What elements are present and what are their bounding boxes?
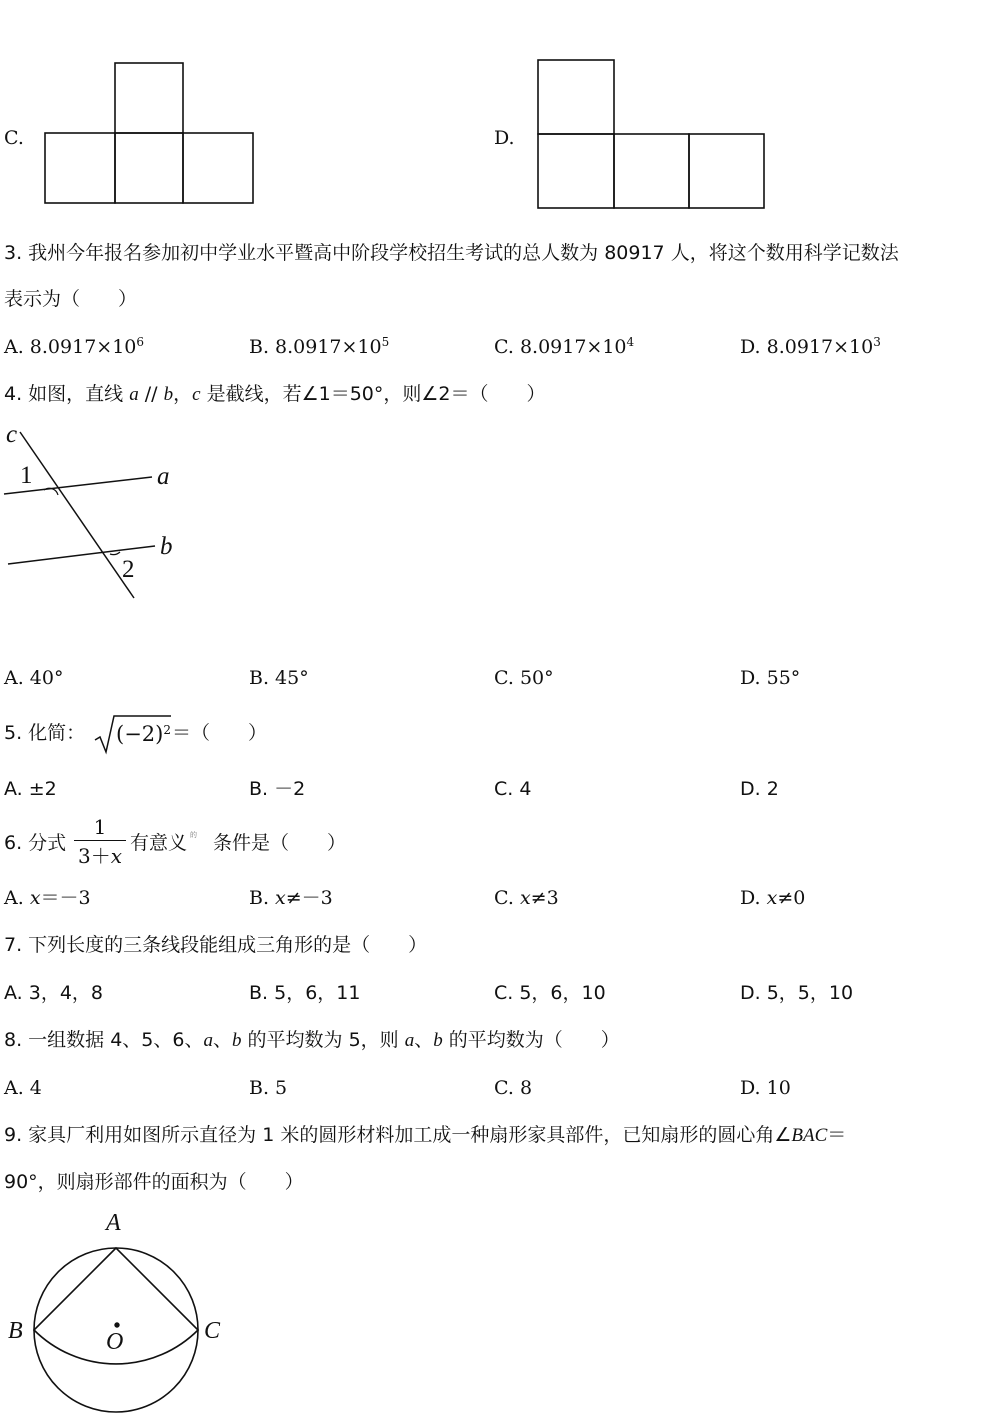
net-figure-d <box>532 54 772 214</box>
q3-stem-line2: 表示为（ ） <box>4 288 138 310</box>
q7-option-a: A. 3，4，8 <box>4 982 104 1004</box>
q7-stem: 7. 下列长度的三条线段能组成三角形的是（ ） <box>4 934 428 956</box>
q3-option-a: A. $8.0917\times 10^6$ <box>4 335 145 358</box>
label-b: b <box>160 533 173 560</box>
option-d-label: D. <box>494 127 515 149</box>
q5-option-b: B. －2 <box>249 778 306 800</box>
q5-option-d: D. 2 <box>740 778 779 800</box>
q5-stem-pre: 5. 化简： <box>4 722 86 744</box>
label-c: c <box>6 421 18 448</box>
q5-radicand: $(-2)^2$ <box>116 722 171 746</box>
q6-option-a: A. x＝－3 <box>4 887 91 909</box>
label-C: C <box>204 1318 221 1344</box>
q6-stem-end: 条件是（ ） <box>213 832 347 854</box>
q8-option-c: C. 8 <box>494 1077 533 1099</box>
q3-option-c: C. $8.0917\times 10^4$ <box>494 335 635 358</box>
q5-stem-post: ＝（ ） <box>172 722 268 744</box>
q6-fraction <box>74 814 126 871</box>
q5-option-c: C. 4 <box>494 778 532 800</box>
q8-option-b: B. 5 <box>249 1077 288 1099</box>
q8-option-a: A. 4 <box>4 1077 42 1099</box>
q6-stem-pre: 6. 分式 <box>4 832 67 854</box>
q4-option-c: C. 50° <box>494 667 554 689</box>
label-1: 1 <box>20 462 33 489</box>
center-dot <box>115 1323 119 1327</box>
q7-option-c: C. 5，6，10 <box>494 982 606 1004</box>
parallel-lines-figure <box>0 418 200 608</box>
q6-stem-post: 有意义 <box>130 832 188 854</box>
angle-2-arc <box>110 552 120 555</box>
q8-stem: 8. 一组数据 4、5、6、a、b 的平均数为 5，则 a、b 的平均数为（ ） <box>4 1029 620 1051</box>
q4-option-b: B. 45° <box>249 667 309 689</box>
sector-circle-figure <box>0 1208 240 1417</box>
q6-option-b: B. x≠－3 <box>249 887 333 909</box>
q8-option-d: D. 10 <box>740 1077 791 1099</box>
label-A: A <box>106 1210 121 1236</box>
label-2: 2 <box>122 556 135 583</box>
label-a: a <box>157 463 170 490</box>
q5-option-a: A. ±2 <box>4 778 57 800</box>
q9-stem-line1: 9. 家具厂利用如图所示直径为 1 米的圆形材料加工成一种扇形家具部件，已知扇形的圆心角∠BAC＝ <box>4 1124 847 1146</box>
option-c-label: C. <box>4 127 24 149</box>
net-figure-c <box>40 58 260 208</box>
q3-option-b: B. $8.0917\times 10^5$ <box>249 335 390 358</box>
q9-stem-line2: 90°，则扇形部件的面积为（ ） <box>4 1171 304 1193</box>
q3-stem-line1: 3. 我州今年报名参加初中学业水平暨高中阶段学校招生考试的总人数为 80917 人，将这个数用科学记数法 <box>4 242 899 264</box>
q6-option-c: C. x≠3 <box>494 887 559 909</box>
q4-stem: 4. 如图，直线 a // b，c 是截线，若∠1＝50°，则∠2＝（ ） <box>4 383 546 405</box>
line-c <box>20 432 134 598</box>
q4-option-a: A. 40° <box>4 667 64 689</box>
q6-option-d: D. x≠0 <box>740 887 806 909</box>
label-B: B <box>8 1318 23 1344</box>
q3-option-d: D. $8.0917\times 10^3$ <box>740 335 881 358</box>
q6-numerator: 1 <box>74 814 126 841</box>
label-O: O <box>106 1329 124 1355</box>
q6-small-mark: 的 <box>190 831 197 839</box>
q6-denominator: 3＋x <box>77 844 122 868</box>
q7-option-b: B. 5，6，11 <box>249 982 361 1004</box>
q7-option-d: D. 5，5，10 <box>740 982 854 1004</box>
q4-option-d: D. 55° <box>740 667 801 689</box>
